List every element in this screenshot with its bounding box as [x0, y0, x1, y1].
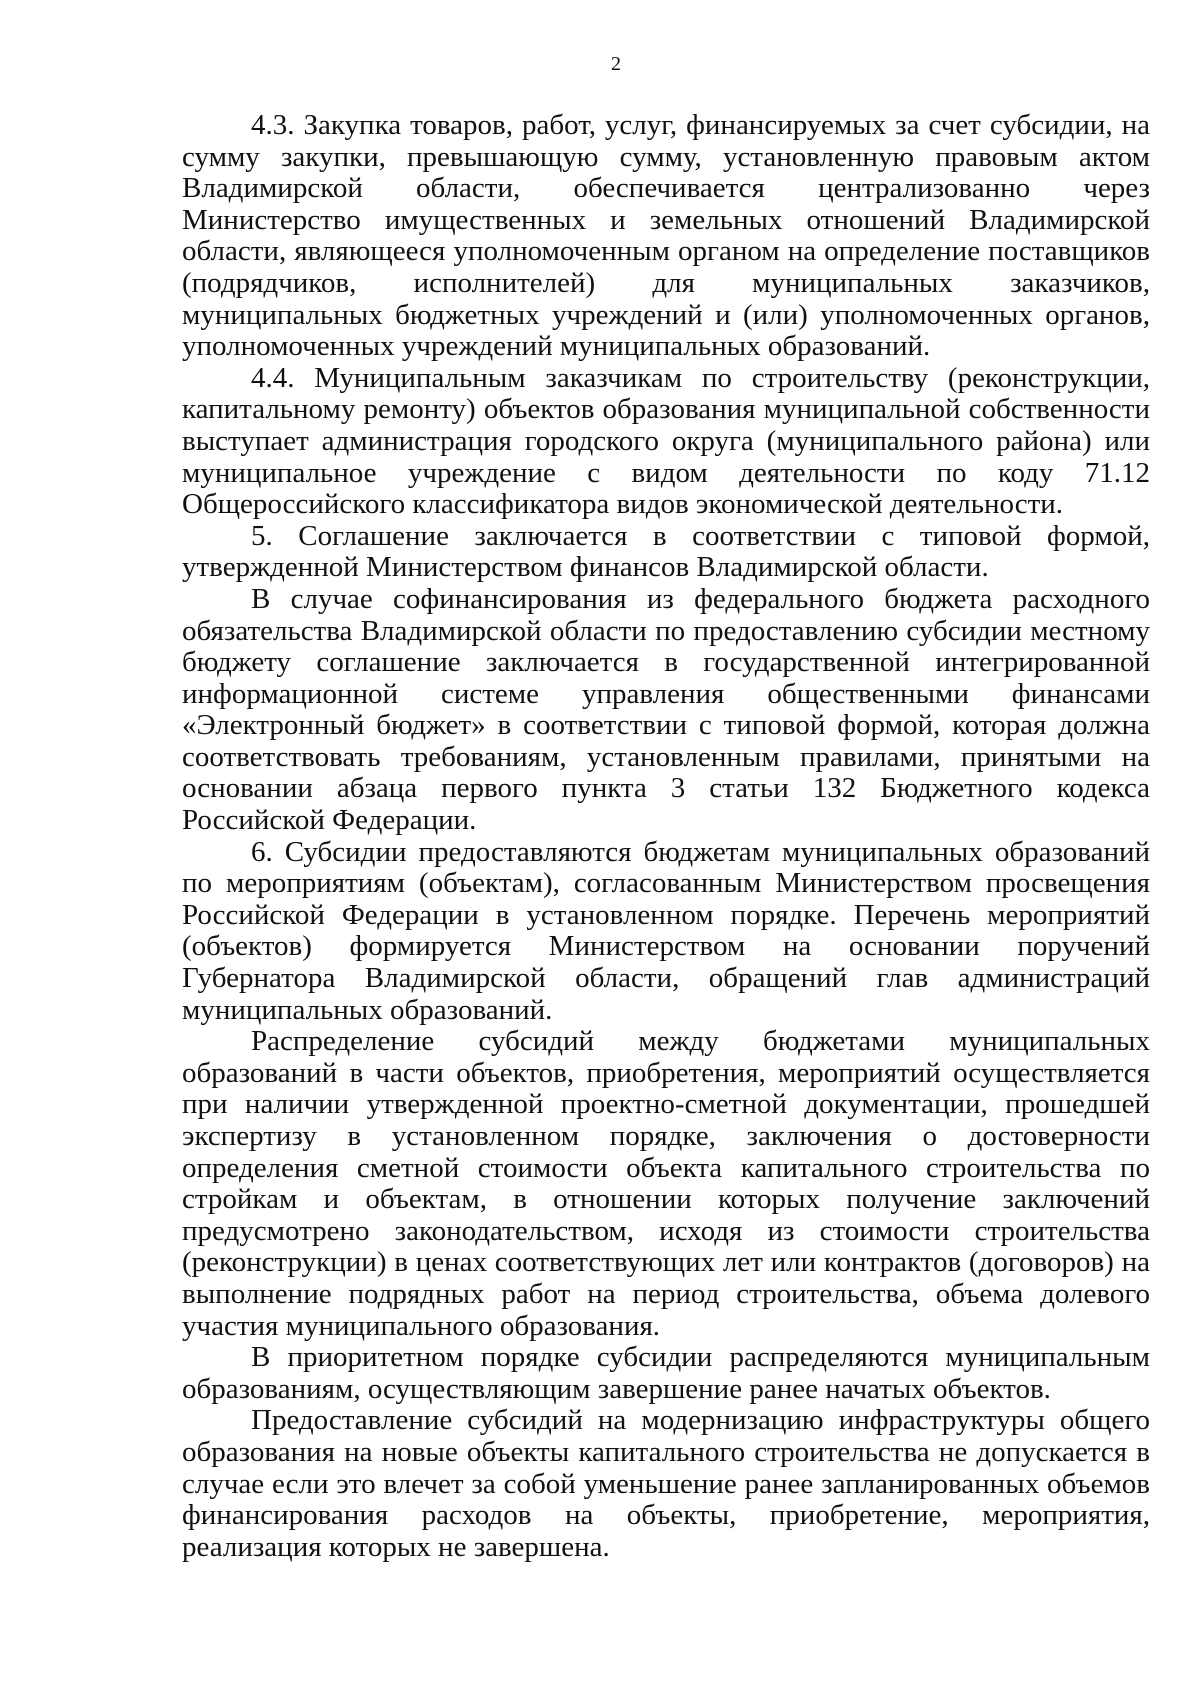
document-body [182, 110, 1150, 1563]
paragraph-priority: В приоритетном порядке субсидии распределяются муниципальным образованиям, осуществляющим завершение ранее начатых объектов. [182, 1341, 1150, 1405]
paragraph-modernization: Предоставление субсидий на модернизацию инфраструктуры общего образования на новые объекты капитального строительства не допускается в случае если это влечет за собой уменьшение ранее запланированных объемов финансирования расходов на объекты, приобретение, мероприятия, реализация которых не завершена. [182, 1404, 1150, 1563]
paragraph-5: 5. Соглашение заключается в соответствии с типовой формой, утвержденной Министерством финансов Владимирской области. [182, 519, 1150, 584]
paragraph-distribution: Распределение субсидий между бюджетами муниципальных образований в части объектов, приобретения, мероприятий осуществляется при наличии утвержденной проектно-сметной документации, прошедшей экспертизу в установленном порядке, заключения о достоверности определения сметной стоимости объекта капитального строительства по стройкам и объектам, в отношении которых получение заключений предусмотрено законодательством, исходя из стоимости строительства (реконструкции) в ценах соответствующих лет или контрактов (договоров) на выполнение подрядных работ на период строительства, объема долевого участия муниципального образования. [182, 1025, 1150, 1342]
paragraph-6: 6. Субсидии предоставляются бюджетам муниципальных образований по мероприятиям (объектам), согласованным Министерством просвещения Российской Федерации в установленном порядке. Перечень мероприятий (объектов) формируется Министерством на основании поручений Губернатора Владимирской области, обращений глав администраций муниципальных образований. [182, 835, 1150, 1026]
page-number: 2 [611, 53, 621, 75]
paragraph-cofinancing: В случае софинансирования из федерального бюджета расходного обязательства Владимирской области по предоставлению субсидии местному бюджету соглашение заключается в государственной интегрированной информационной системе управления общественными финансами «Электронный бюджет» в соответствии с типовой формой, которая должна соответствовать требованиям, установленным правилами, принятыми на основании абзаца первого пункта 3 статьи 132 Бюджетного кодекса Российской Федерации. [182, 582, 1150, 837]
paragraph-4-4: 4.4. Муниципальным заказчикам по строительству (реконструкции, капитальному ремонту) объектов образования муниципальной собственности выступает администрация городского округа (муниципального района) или муниципальное учреждение с видом деятельности по коду 71.12 Общероссийского классификатора видов экономической деятельности. [182, 361, 1150, 521]
paragraph-4-3: 4.3. Закупка товаров, работ, услуг, финансируемых за счет субсидии, на сумму закупки, превышающую сумму, установленную правовым актом Владимирской области, обеспечивается централизованно через Министерство имущественных и земельных отношений Владимирской области, являющееся уполномоченным органом на определение поставщиков (подрядчиков, исполнителей) для муниципальных заказчиков, муниципальных бюджетных учреждений и (или) уполномоченных органов, уполномоченных учреждений муниципальных образований. [182, 109, 1150, 363]
